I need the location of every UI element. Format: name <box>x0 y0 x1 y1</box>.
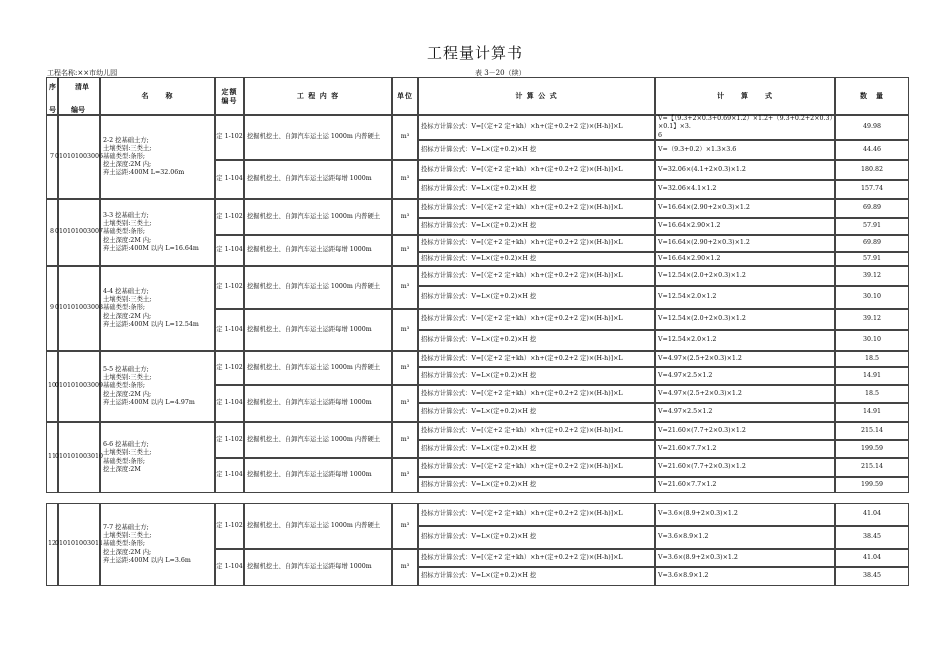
item-name-cell: 7-7 挖基础土方; 土壤类别:三类土; 基础类型:条形; 挖土深度:2M 内; 弃土运距:400M 以内 L=3.6m <box>100 503 215 586</box>
header-code: 清单 <box>75 82 89 91</box>
unit-cell: m³ <box>392 309 418 351</box>
formula-cell: 投标方计算公式：V=[（定+2 定+kh）×h+(定+0.2+2 定)×(H-h)]×L <box>418 503 655 526</box>
formula-cell: 招标方计算公式：V=L×(定+0.2)×H 挖 <box>418 252 655 266</box>
work-content-cell: 挖掘机挖土、自卸汽车运土运 1000m 内普硬土 <box>244 503 392 549</box>
seq-cell: 7 <box>46 115 58 199</box>
header-quota: 定额 编号 <box>215 77 244 115</box>
calc-expression-cell: V=4.97×(2.5+2×0.3)×1.2 <box>655 385 835 403</box>
quantity-cell: 14.91 <box>835 403 909 422</box>
header-unit: 单位 <box>392 77 418 115</box>
calc-expression-cell: V=【（9.3+2×0.3+0.69×1.2）×1.2+（9.3+0.2+2×0.3）×0.1】×3. 6 <box>655 115 835 140</box>
quantity-cell: 41.04 <box>835 503 909 526</box>
formula-cell: 招标方计算公式：V=L×(定+0.2)×H 挖 <box>418 526 655 549</box>
unit-cell: m³ <box>392 385 418 422</box>
quota-code-cell: 定 1-102 <box>215 199 244 235</box>
formula-cell: 招标方计算公式：V=L×(定+0.2)×H 挖 <box>418 286 655 309</box>
formula-cell: 投标方计算公式：V=[（定+2 定+kh）×h+(定+0.2+2 定)×(H-h)]×L <box>418 160 655 180</box>
quantity-cell: 41.04 <box>835 549 909 567</box>
item-code-cell: 010101003009 <box>58 351 100 422</box>
quota-code-cell: 定 1-102 <box>215 351 244 385</box>
unit-cell: m³ <box>392 199 418 235</box>
item-code-cell: 010101003006 <box>58 115 100 199</box>
unit-cell: m³ <box>392 422 418 458</box>
quantity-cell: 38.45 <box>835 526 909 549</box>
work-content-cell: 挖掘机挖土、自卸汽车运土运距每增 1000m <box>244 385 392 422</box>
header-name: 名 称 <box>100 77 215 115</box>
calc-expression-cell: V=4.97×2.5×1.2 <box>655 367 835 385</box>
calc-expression-cell: V=（9.3+0.2）×1.3×3.6 <box>655 140 835 160</box>
quantity-cell: 215.14 <box>835 422 909 440</box>
formula-cell: 招标方计算公式：V=L×(定+0.2)×H 挖 <box>418 567 655 586</box>
table-number: 表 3－20（续） <box>475 69 526 77</box>
document-title: 工程量计算书 <box>426 44 523 62</box>
calculation-table <box>46 77 909 580</box>
unit-cell: m³ <box>392 266 418 309</box>
work-content-cell: 挖掘机挖土、自卸汽车运土运 1000m 内普硬土 <box>244 422 392 458</box>
item-name-cell: 6-6 挖基础土方; 土壤类别:三类土; 基础类型:条形; 挖土深度:2M <box>100 422 215 493</box>
work-content-cell: 挖掘机挖土、自卸汽车运土运 1000m 内普硬土 <box>244 199 392 235</box>
calc-expression-cell: V=4.97×2.5×1.2 <box>655 403 835 422</box>
quota-code-cell: 定 1-102 <box>215 503 244 549</box>
header-content: 工 程 内 容 <box>244 77 392 115</box>
unit-cell: m³ <box>392 115 418 160</box>
quantity-cell: 57.91 <box>835 252 909 266</box>
unit-cell: m³ <box>392 458 418 493</box>
item-name-cell: 4-4 挖基础土方; 土壤类别:三类土; 基础类型:条形; 挖土深度:2M 内; 弃土运距:400M 以内 L=12.54m <box>100 266 215 351</box>
formula-cell: 投标方计算公式：V=[（定+2 定+kh）×h+(定+0.2+2 定)×(H-h)]×L <box>418 549 655 567</box>
calc-expression-cell: V=16.64×2.90×1.2 <box>655 252 835 266</box>
calc-expression-cell: V=21.60×(7.7+2×0.3)×1.2 <box>655 422 835 440</box>
work-content-cell: 挖掘机挖土、自卸汽车运土运距每增 1000m <box>244 309 392 351</box>
quantity-cell: 44.46 <box>835 140 909 160</box>
calc-expression-cell: V=12.54×(2.0+2×0.3)×1.2 <box>655 266 835 286</box>
seq-cell: 9 <box>46 266 58 351</box>
work-content-cell: 挖掘机挖土、自卸汽车运土运距每增 1000m <box>244 235 392 266</box>
calc-expression-cell: V=16.64×(2.90+2×0.3)×1.2 <box>655 235 835 252</box>
calc-expression-cell: V=3.6×8.9×1.2 <box>655 526 835 549</box>
quantity-cell: 215.14 <box>835 458 909 477</box>
quota-code-cell: 定 1-102 <box>215 266 244 309</box>
quota-code-cell: 定 1-102 <box>215 115 244 160</box>
unit-cell: m³ <box>392 351 418 385</box>
quantity-cell: 18.5 <box>835 385 909 403</box>
header-code-cell <box>58 77 100 115</box>
header-seq: 序 <box>49 82 56 91</box>
formula-cell: 投标方计算公式：V=[（定+2 定+kh）×h+(定+0.2+2 定)×(H-h)]×L <box>418 115 655 140</box>
seq-cell: 8 <box>46 199 58 266</box>
unit-cell: m³ <box>392 160 418 199</box>
seq-cell: 11 <box>46 422 58 493</box>
quantity-cell: 18.5 <box>835 351 909 367</box>
calc-expression-cell: V=21.60×7.7×1.2 <box>655 477 835 493</box>
formula-cell: 投标方计算公式：V=[（定+2 定+kh）×h+(定+0.2+2 定)×(H-h)]×L <box>418 422 655 440</box>
calc-expression-cell: V=12.54×2.0×1.2 <box>655 330 835 351</box>
formula-cell: 招标方计算公式：V=L×(定+0.2)×H 挖 <box>418 330 655 351</box>
quota-code-cell: 定 1-104 <box>215 385 244 422</box>
calc-expression-cell: V=12.54×2.0×1.2 <box>655 286 835 309</box>
quantity-cell: 30.10 <box>835 286 909 309</box>
work-content-cell: 挖掘机挖土、自卸汽车运土运 1000m 内普硬土 <box>244 351 392 385</box>
calc-expression-cell: V=16.64×2.90×1.2 <box>655 218 835 235</box>
formula-cell: 投标方计算公式：V=[（定+2 定+kh）×h+(定+0.2+2 定)×(H-h)]×L <box>418 235 655 252</box>
quota-code-cell: 定 1-102 <box>215 422 244 458</box>
quantity-cell: 30.10 <box>835 330 909 351</box>
quota-code-cell: 定 1-104 <box>215 235 244 266</box>
quantity-cell: 39.12 <box>835 309 909 330</box>
calc-expression-cell: V=21.60×7.7×1.2 <box>655 440 835 458</box>
quantity-cell: 180.82 <box>835 160 909 180</box>
quantity-cell: 38.45 <box>835 567 909 586</box>
formula-cell: 招标方计算公式：V=L×(定+0.2)×H 挖 <box>418 140 655 160</box>
header-code-2: 编号 <box>71 105 85 114</box>
formula-cell: 投标方计算公式：V=[（定+2 定+kh）×h+(定+0.2+2 定)×(H-h)]×L <box>418 266 655 286</box>
header-seq-2: 号 <box>49 105 56 114</box>
item-code-cell: 010101003011 <box>58 503 100 586</box>
unit-cell: m³ <box>392 503 418 549</box>
calc-expression-cell: V=3.6×(8.9+2×0.3)×1.2 <box>655 503 835 526</box>
quantity-cell: 69.89 <box>835 199 909 218</box>
calc-expression-cell: V=32.06×4.1×1.2 <box>655 180 835 199</box>
work-content-cell: 挖掘机挖土、自卸汽车运土运距每增 1000m <box>244 458 392 493</box>
quantity-cell: 199.59 <box>835 440 909 458</box>
quantity-cell: 57.91 <box>835 218 909 235</box>
quota-code-cell: 定 1-104 <box>215 549 244 586</box>
formula-cell: 投标方计算公式：V=[（定+2 定+kh）×h+(定+0.2+2 定)×(H-h)]×L <box>418 385 655 403</box>
calc-expression-cell: V=12.54×(2.0+2×0.3)×1.2 <box>655 309 835 330</box>
formula-cell: 招标方计算公式：V=L×(定+0.2)×H 挖 <box>418 180 655 199</box>
calc-expression-cell: V=3.6×8.9×1.2 <box>655 567 835 586</box>
quantity-cell: 39.12 <box>835 266 909 286</box>
formula-cell: 招标方计算公式：V=L×(定+0.2)×H 挖 <box>418 477 655 493</box>
formula-cell: 招标方计算公式：V=L×(定+0.2)×H 挖 <box>418 403 655 422</box>
formula-cell: 投标方计算公式：V=[（定+2 定+kh）×h+(定+0.2+2 定)×(H-h)]×L <box>418 199 655 218</box>
formula-cell: 投标方计算公式：V=[（定+2 定+kh）×h+(定+0.2+2 定)×(H-h)]×L <box>418 309 655 330</box>
work-content-cell: 挖掘机挖土、自卸汽车运土运距每增 1000m <box>244 160 392 199</box>
item-code-cell: 010101003010 <box>58 422 100 493</box>
quota-code-cell: 定 1-104 <box>215 309 244 351</box>
quantity-cell: 157.74 <box>835 180 909 199</box>
quantity-cell: 69.89 <box>835 235 909 252</box>
formula-cell: 投标方计算公式：V=[（定+2 定+kh）×h+(定+0.2+2 定)×(H-h)]×L <box>418 351 655 367</box>
calc-expression-cell: V=16.64×(2.90+2×0.3)×1.2 <box>655 199 835 218</box>
header-formula: 计 算 公 式 <box>418 77 655 115</box>
calc-expression-cell: V=32.06×(4.1+2×0.3)×1.2 <box>655 160 835 180</box>
item-name-cell: 2-2 挖基础土方; 土壤类别:三类土; 基础类型:条形; 挖土深度:2M 内; 弃土运距:400M L=32.06m <box>100 115 215 199</box>
calc-expression-cell: V=21.60×(7.7+2×0.3)×1.2 <box>655 458 835 477</box>
formula-cell: 招标方计算公式：V=L×(定+0.2)×H 挖 <box>418 440 655 458</box>
work-content-cell: 挖掘机挖土、自卸汽车运土运 1000m 内普硬土 <box>244 266 392 309</box>
header-seq-cell <box>46 77 58 115</box>
formula-cell: 招标方计算公式：V=L×(定+0.2)×H 挖 <box>418 367 655 385</box>
seq-cell: 12 <box>46 503 58 586</box>
item-name-cell: 3-3 挖基础土方; 土壤类别:三类土; 基础类型:条形; 挖土深度:2M 内; 弃土运距:400M 以内 L=16.64m <box>100 199 215 266</box>
work-content-cell: 挖掘机挖土、自卸汽车运土运距每增 1000m <box>244 549 392 586</box>
header-qty: 数 量 <box>835 77 909 115</box>
unit-cell: m³ <box>392 235 418 266</box>
calc-expression-cell: V=4.97×(2.5+2×0.3)×1.2 <box>655 351 835 367</box>
quantity-cell: 14.91 <box>835 367 909 385</box>
quota-code-cell: 定 1-104 <box>215 458 244 493</box>
quantity-cell: 199.59 <box>835 477 909 493</box>
project-name: 工程名称:××市幼儿园 <box>47 69 118 77</box>
quantity-cell: 49.98 <box>835 115 909 140</box>
item-name-cell: 5-5 挖基础土方; 土壤类别:三类土; 基础类型:条形; 挖土深度:2M 内; 弃土运距:400M 以内 L=4.97m <box>100 351 215 422</box>
unit-cell: m³ <box>392 549 418 586</box>
header-calc: 计 算 式 <box>655 77 835 115</box>
item-code-cell: 010101003008 <box>58 266 100 351</box>
formula-cell: 投标方计算公式：V=[（定+2 定+kh）×h+(定+0.2+2 定)×(H-h)]×L <box>418 458 655 477</box>
item-code-cell: 010101003007 <box>58 199 100 266</box>
formula-cell: 招标方计算公式：V=L×(定+0.2)×H 挖 <box>418 218 655 235</box>
seq-cell: 10 <box>46 351 58 422</box>
quota-code-cell: 定 1-104 <box>215 160 244 199</box>
work-content-cell: 挖掘机挖土、自卸汽车运土运 1000m 内普硬土 <box>244 115 392 160</box>
calc-expression-cell: V=3.6×(8.9+2×0.3)×1.2 <box>655 549 835 567</box>
